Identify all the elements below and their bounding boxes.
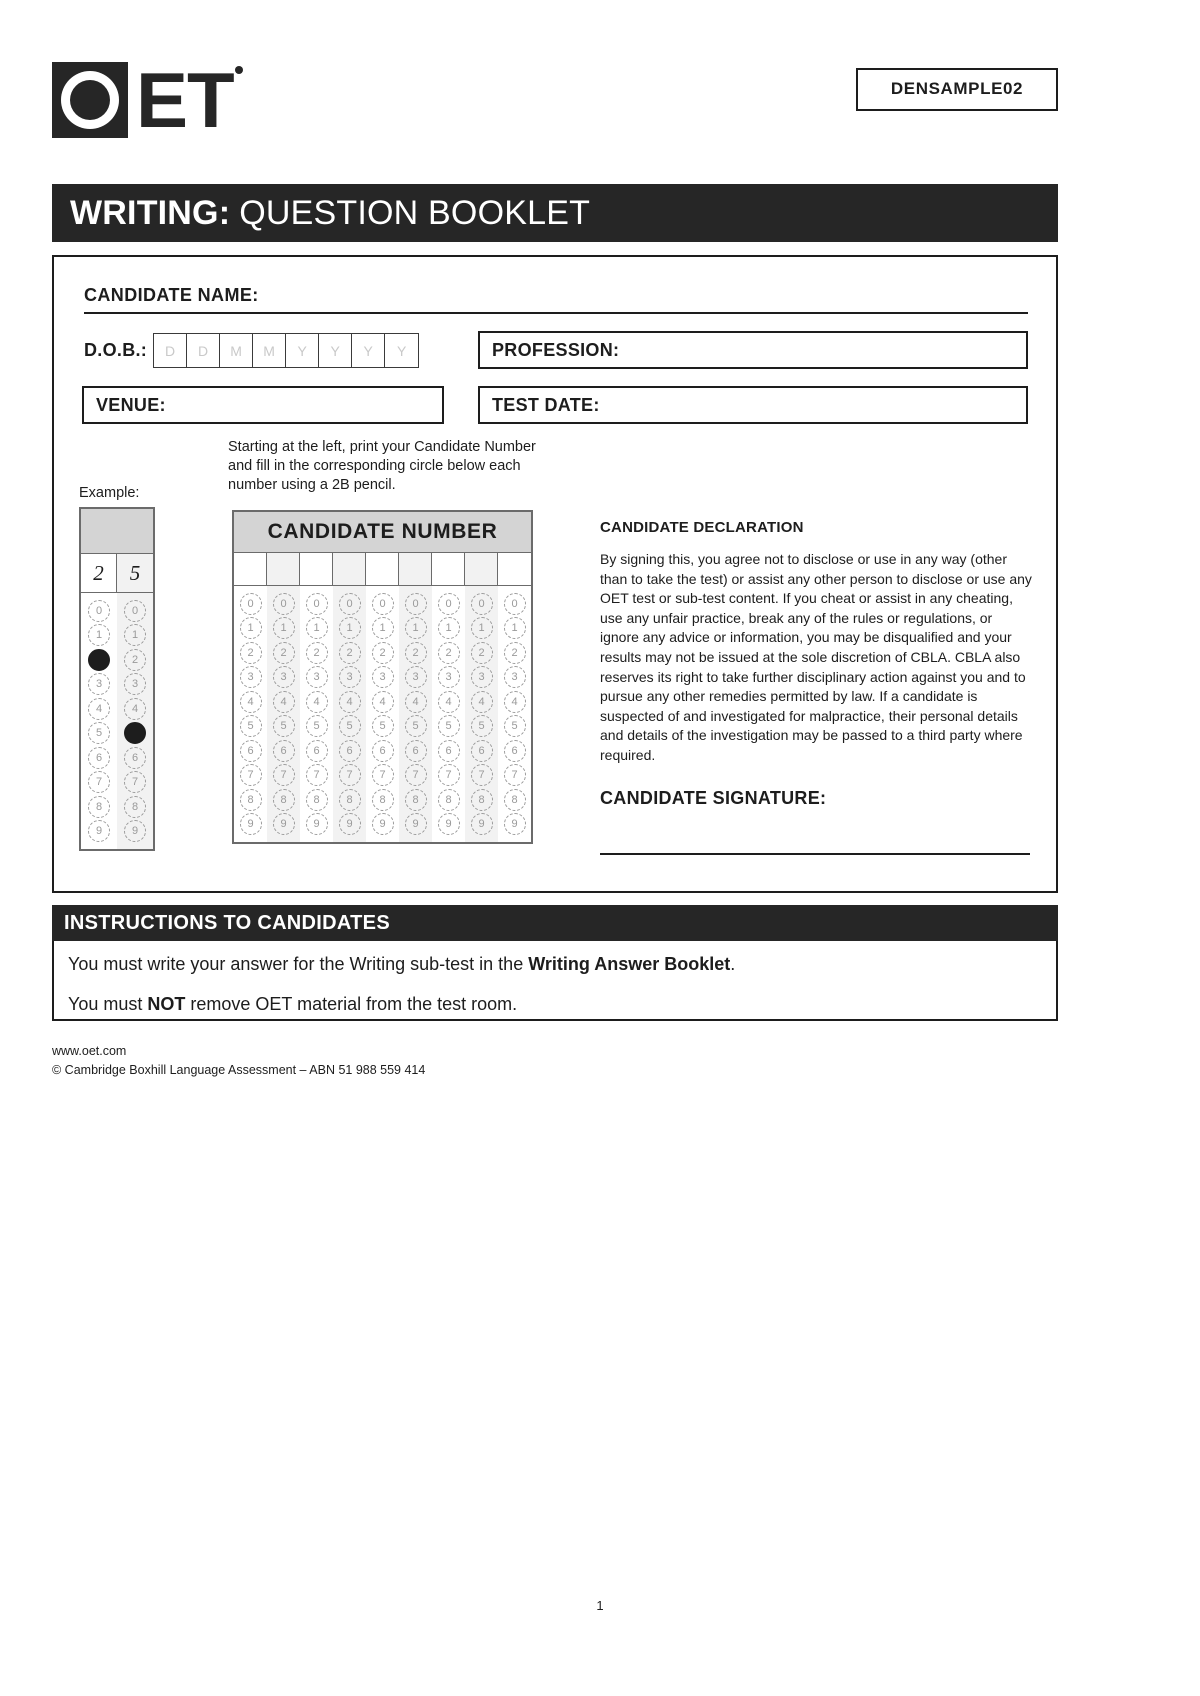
candidate-number-bubble[interactable]: 3 xyxy=(438,666,460,688)
candidate-number-bubble[interactable]: 0 xyxy=(240,593,262,615)
page-title xyxy=(52,184,1058,242)
candidate-number-bubble[interactable]: 7 xyxy=(306,764,328,786)
candidate-number-bubble[interactable]: 3 xyxy=(471,666,493,688)
dob-cell[interactable]: M xyxy=(253,334,286,367)
instruction-2-suffix: remove OET material from the test room. xyxy=(185,994,518,1014)
candidate-number-bubble[interactable]: 8 xyxy=(504,789,526,811)
candidate-number-bubble[interactable]: 1 xyxy=(372,617,394,639)
candidate-number-bubble[interactable]: 8 xyxy=(405,789,427,811)
candidate-number-column[interactable] xyxy=(498,586,531,842)
candidate-number-bubble[interactable]: 7 xyxy=(471,764,493,786)
candidate-number-bubble[interactable]: 4 xyxy=(405,691,427,713)
candidate-number-bubble[interactable]: 6 xyxy=(372,740,394,762)
candidate-number-bubble[interactable]: 8 xyxy=(339,789,361,811)
candidate-number-bubble[interactable]: 9 xyxy=(339,813,361,835)
test-date-label: TEST DATE: xyxy=(492,394,600,415)
candidate-number-bubble[interactable]: 5 xyxy=(438,715,460,737)
oet-logo-text: ET xyxy=(136,56,234,144)
candidate-number-bubble[interactable]: 1 xyxy=(306,617,328,639)
example-bubble: 9 xyxy=(124,820,146,842)
example-bubble: 8 xyxy=(124,796,146,818)
candidate-number-write-cell[interactable] xyxy=(267,553,300,585)
candidate-number-bubble[interactable]: 8 xyxy=(240,789,262,811)
candidate-number-bubble[interactable]: 7 xyxy=(438,764,460,786)
example-digit: 2 xyxy=(81,554,117,592)
example-bubble-filled xyxy=(124,722,146,744)
instruction-2-prefix: You must xyxy=(68,994,148,1014)
candidate-number-bubble[interactable]: 1 xyxy=(504,617,526,639)
dob-cell[interactable]: Y xyxy=(286,334,319,367)
candidate-number-bubble[interactable]: 7 xyxy=(339,764,361,786)
candidate-number-bubble[interactable]: 1 xyxy=(339,617,361,639)
candidate-number-bubble[interactable]: 3 xyxy=(339,666,361,688)
candidate-number-bubble[interactable]: 2 xyxy=(240,642,262,664)
candidate-number-bubble[interactable]: 7 xyxy=(240,764,262,786)
candidate-number-bubble[interactable]: 6 xyxy=(240,740,262,762)
candidate-number-bubble[interactable]: 3 xyxy=(273,666,295,688)
candidate-number-bubble[interactable]: 1 xyxy=(240,617,262,639)
candidate-number-bubble[interactable]: 3 xyxy=(306,666,328,688)
candidate-number-bubble[interactable]: 0 xyxy=(372,593,394,615)
candidate-number-bubble[interactable]: 1 xyxy=(273,617,295,639)
candidate-number-bubble[interactable]: 6 xyxy=(471,740,493,762)
example-bubble: 4 xyxy=(88,698,110,720)
dob-field[interactable] xyxy=(84,333,419,368)
candidate-number-bubble[interactable]: 0 xyxy=(306,593,328,615)
candidate-number-write-cell[interactable] xyxy=(333,553,366,585)
candidate-number-bubble[interactable]: 2 xyxy=(471,642,493,664)
candidate-number-bubble[interactable]: 2 xyxy=(504,642,526,664)
candidate-number-bubble[interactable]: 8 xyxy=(273,789,295,811)
example-bubble-grid xyxy=(79,507,155,851)
example-bubble-column xyxy=(81,593,117,849)
candidate-number-bubble[interactable]: 0 xyxy=(405,593,427,615)
candidate-number-bubble[interactable]: 6 xyxy=(306,740,328,762)
instruction-1-prefix: You must write your answer for the Writing sub-test in the xyxy=(68,954,529,974)
candidate-number-bubble[interactable]: 4 xyxy=(339,691,361,713)
example-bubble-column xyxy=(117,593,153,849)
example-bubble: 2 xyxy=(124,649,146,671)
candidate-number-bubble-columns[interactable] xyxy=(234,586,531,842)
instruction-1-bold: Writing Answer Booklet xyxy=(528,954,731,974)
candidate-number-bubble[interactable]: 9 xyxy=(405,813,427,835)
example-grid-header xyxy=(81,509,153,554)
signature-label: CANDIDATE SIGNATURE: xyxy=(600,787,827,808)
candidate-number-bubble[interactable]: 7 xyxy=(405,764,427,786)
example-bubble: 6 xyxy=(124,747,146,769)
candidate-number-bubble[interactable]: 4 xyxy=(504,691,526,713)
candidate-number-write-cell[interactable] xyxy=(366,553,399,585)
candidate-number-bubble[interactable]: 9 xyxy=(504,813,526,835)
example-digit-row xyxy=(81,554,153,593)
candidate-number-bubble[interactable]: 3 xyxy=(240,666,262,688)
example-bubble: 3 xyxy=(124,673,146,695)
example-bubble: 3 xyxy=(88,673,110,695)
candidate-number-column[interactable] xyxy=(399,586,432,842)
example-bubble: 7 xyxy=(88,771,110,793)
dob-label: D.O.B.: xyxy=(84,340,148,360)
example-bubble: 7 xyxy=(124,771,146,793)
candidate-number-bubble[interactable]: 2 xyxy=(405,642,427,664)
page-header xyxy=(0,0,1200,160)
candidate-number-bubble[interactable]: 6 xyxy=(273,740,295,762)
candidate-number-bubble[interactable]: 4 xyxy=(240,691,262,713)
example-bubble: 8 xyxy=(88,796,110,818)
example-bubble-columns xyxy=(81,593,153,849)
instruction-2-bold: NOT xyxy=(147,994,186,1014)
profession-label: PROFESSION: xyxy=(492,339,620,360)
candidate-number-bubble[interactable]: 5 xyxy=(405,715,427,737)
page-title-bold: WRITING: xyxy=(70,193,231,232)
candidate-name-label: CANDIDATE NAME: xyxy=(84,285,259,305)
candidate-declaration xyxy=(600,519,1032,855)
candidate-number-bubble[interactable]: 5 xyxy=(504,715,526,737)
candidate-number-bubble[interactable]: 9 xyxy=(471,813,493,835)
example-bubble: 6 xyxy=(88,747,110,769)
footer-website[interactable]: www.oet.com xyxy=(52,1044,127,1058)
venue-field[interactable] xyxy=(82,386,444,424)
instruction-line-1 xyxy=(68,953,1042,975)
candidate-number-write-row[interactable] xyxy=(234,553,531,586)
candidate-number-write-cell[interactable] xyxy=(465,553,498,585)
oet-logo xyxy=(52,56,238,144)
candidate-number-bubble[interactable]: 7 xyxy=(273,764,295,786)
candidate-number-write-cell[interactable] xyxy=(399,553,432,585)
oet-logo-icon xyxy=(52,62,128,138)
candidate-number-bubble[interactable]: 9 xyxy=(438,813,460,835)
candidate-details-panel xyxy=(52,255,1058,893)
venue-label: VENUE: xyxy=(96,394,166,415)
candidate-number-bubble[interactable]: 4 xyxy=(372,691,394,713)
candidate-number-bubble[interactable]: 3 xyxy=(504,666,526,688)
booklet-code: DENSAMPLE02 xyxy=(856,68,1058,111)
candidate-number-bubble[interactable]: 1 xyxy=(471,617,493,639)
candidate-number-bubble[interactable]: 5 xyxy=(273,715,295,737)
page-number: 1 xyxy=(596,1598,604,1613)
candidate-number-bubble[interactable]: 1 xyxy=(405,617,427,639)
candidate-name-rule xyxy=(84,312,1028,314)
candidate-number-title: CANDIDATE NUMBER xyxy=(234,512,531,553)
candidate-number-column[interactable] xyxy=(300,586,333,842)
dob-cell[interactable]: D xyxy=(154,334,187,367)
footer-copyright: © Cambridge Boxhill Language Assessment – ABN 51 988 559 414 xyxy=(52,1063,426,1077)
candidate-number-write-cell[interactable] xyxy=(432,553,465,585)
candidate-number-bubble[interactable]: 9 xyxy=(240,813,262,835)
candidate-number-bubble[interactable]: 6 xyxy=(405,740,427,762)
declaration-title: CANDIDATE DECLARATION xyxy=(600,519,804,536)
example-bubble: 9 xyxy=(88,820,110,842)
example-bubble: 4 xyxy=(124,698,146,720)
example-label: Example: xyxy=(79,485,140,501)
profession-field[interactable] xyxy=(478,331,1028,369)
candidate-number-bubble[interactable]: 0 xyxy=(438,593,460,615)
candidate-number-bubble[interactable]: 5 xyxy=(339,715,361,737)
candidate-number-bubble[interactable]: 8 xyxy=(438,789,460,811)
candidate-number-bubble[interactable]: 1 xyxy=(438,617,460,639)
candidate-number-write-cell[interactable] xyxy=(234,553,267,585)
candidate-number-bubble[interactable]: 7 xyxy=(372,764,394,786)
grid-instruction-text: Starting at the left, print your Candidate Number and fill in the corresponding circle below each number using a 2B pencil. xyxy=(228,439,536,493)
candidate-number-bubble[interactable]: 5 xyxy=(306,715,328,737)
candidate-name-field[interactable] xyxy=(84,285,1028,314)
candidate-number-bubble[interactable]: 0 xyxy=(471,593,493,615)
example-bubble-filled xyxy=(88,649,110,671)
candidate-number-bubble[interactable]: 3 xyxy=(372,666,394,688)
candidate-number-column[interactable] xyxy=(465,586,498,842)
page-title-regular: QUESTION BOOKLET xyxy=(239,193,591,232)
instructions-banner: INSTRUCTIONS TO CANDIDATES xyxy=(52,905,1058,941)
candidate-number-bubble[interactable]: 5 xyxy=(471,715,493,737)
dob-boxes[interactable] xyxy=(153,333,419,368)
candidate-number-write-cell[interactable] xyxy=(300,553,333,585)
candidate-number-column[interactable] xyxy=(234,586,267,842)
page-footer xyxy=(52,1042,425,1080)
example-bubble: 1 xyxy=(88,624,110,646)
dob-cell[interactable]: Y xyxy=(319,334,352,367)
candidate-number-bubble[interactable]: 2 xyxy=(339,642,361,664)
candidate-number-bubble[interactable]: 2 xyxy=(372,642,394,664)
candidate-number-bubble[interactable]: 8 xyxy=(372,789,394,811)
candidate-number-column[interactable] xyxy=(333,586,366,842)
candidate-number-column[interactable] xyxy=(366,586,399,842)
candidate-number-bubble[interactable]: 2 xyxy=(273,642,295,664)
candidate-number-bubble[interactable]: 0 xyxy=(339,593,361,615)
candidate-number-bubble[interactable]: 5 xyxy=(240,715,262,737)
candidate-number-grid xyxy=(232,510,533,844)
test-date-field[interactable] xyxy=(478,386,1028,424)
candidate-number-bubble[interactable]: 4 xyxy=(306,691,328,713)
dob-cell[interactable]: Y xyxy=(352,334,385,367)
candidate-number-bubble[interactable]: 2 xyxy=(306,642,328,664)
candidate-number-bubble[interactable]: 6 xyxy=(438,740,460,762)
candidate-number-bubble[interactable]: 4 xyxy=(438,691,460,713)
candidate-number-bubble[interactable]: 8 xyxy=(306,789,328,811)
example-digit: 5 xyxy=(117,554,153,592)
candidate-number-write-cell[interactable] xyxy=(498,553,531,585)
registered-mark-icon xyxy=(235,66,243,74)
instruction-1-suffix: . xyxy=(730,954,736,974)
candidate-number-bubble[interactable]: 7 xyxy=(504,764,526,786)
candidate-number-bubble[interactable]: 5 xyxy=(372,715,394,737)
candidate-number-bubble[interactable]: 4 xyxy=(273,691,295,713)
candidate-number-bubble[interactable]: 0 xyxy=(273,593,295,615)
instructions-box xyxy=(52,941,1058,1021)
candidate-number-bubble[interactable]: 3 xyxy=(405,666,427,688)
signature-rule[interactable] xyxy=(600,853,1030,855)
candidate-number-bubble[interactable]: 6 xyxy=(339,740,361,762)
dob-cell[interactable]: Y xyxy=(385,334,418,367)
declaration-body: By signing this, you agree not to disclose or use in any way (other than to take the test) or assist any other person to disclose or use any OET test or sub-test content. If you cheat or assist in any cheating, use any unfair practice, break any of the rules or regulations, or ignore any advice or information, you may be disqualified and your results may not be issued at the sole discretion of CBLA. CBLA also reserves its right to take further disciplinary action against you and to pursue any other remedies permitted by law. If a candidate is suspected of and investigated for malpractice, their personal details and details of the investigation may be passed to a third party where required. xyxy=(600,551,1032,763)
candidate-number-bubble[interactable]: 9 xyxy=(273,813,295,835)
candidate-number-bubble[interactable]: 2 xyxy=(438,642,460,664)
candidate-number-bubble[interactable]: 6 xyxy=(504,740,526,762)
dob-cell[interactable]: D xyxy=(187,334,220,367)
example-bubble: 5 xyxy=(88,722,110,744)
instruction-line-2 xyxy=(68,993,1042,1015)
example-bubble: 0 xyxy=(124,600,146,622)
candidate-number-bubble[interactable]: 9 xyxy=(306,813,328,835)
candidate-number-bubble[interactable]: 8 xyxy=(471,789,493,811)
candidate-number-bubble[interactable]: 4 xyxy=(471,691,493,713)
dob-cell[interactable]: M xyxy=(220,334,253,367)
candidate-number-column[interactable] xyxy=(432,586,465,842)
candidate-number-bubble[interactable]: 0 xyxy=(504,593,526,615)
example-bubble: 1 xyxy=(124,624,146,646)
example-bubble: 0 xyxy=(88,600,110,622)
candidate-number-bubble[interactable]: 9 xyxy=(372,813,394,835)
candidate-number-column[interactable] xyxy=(267,586,300,842)
